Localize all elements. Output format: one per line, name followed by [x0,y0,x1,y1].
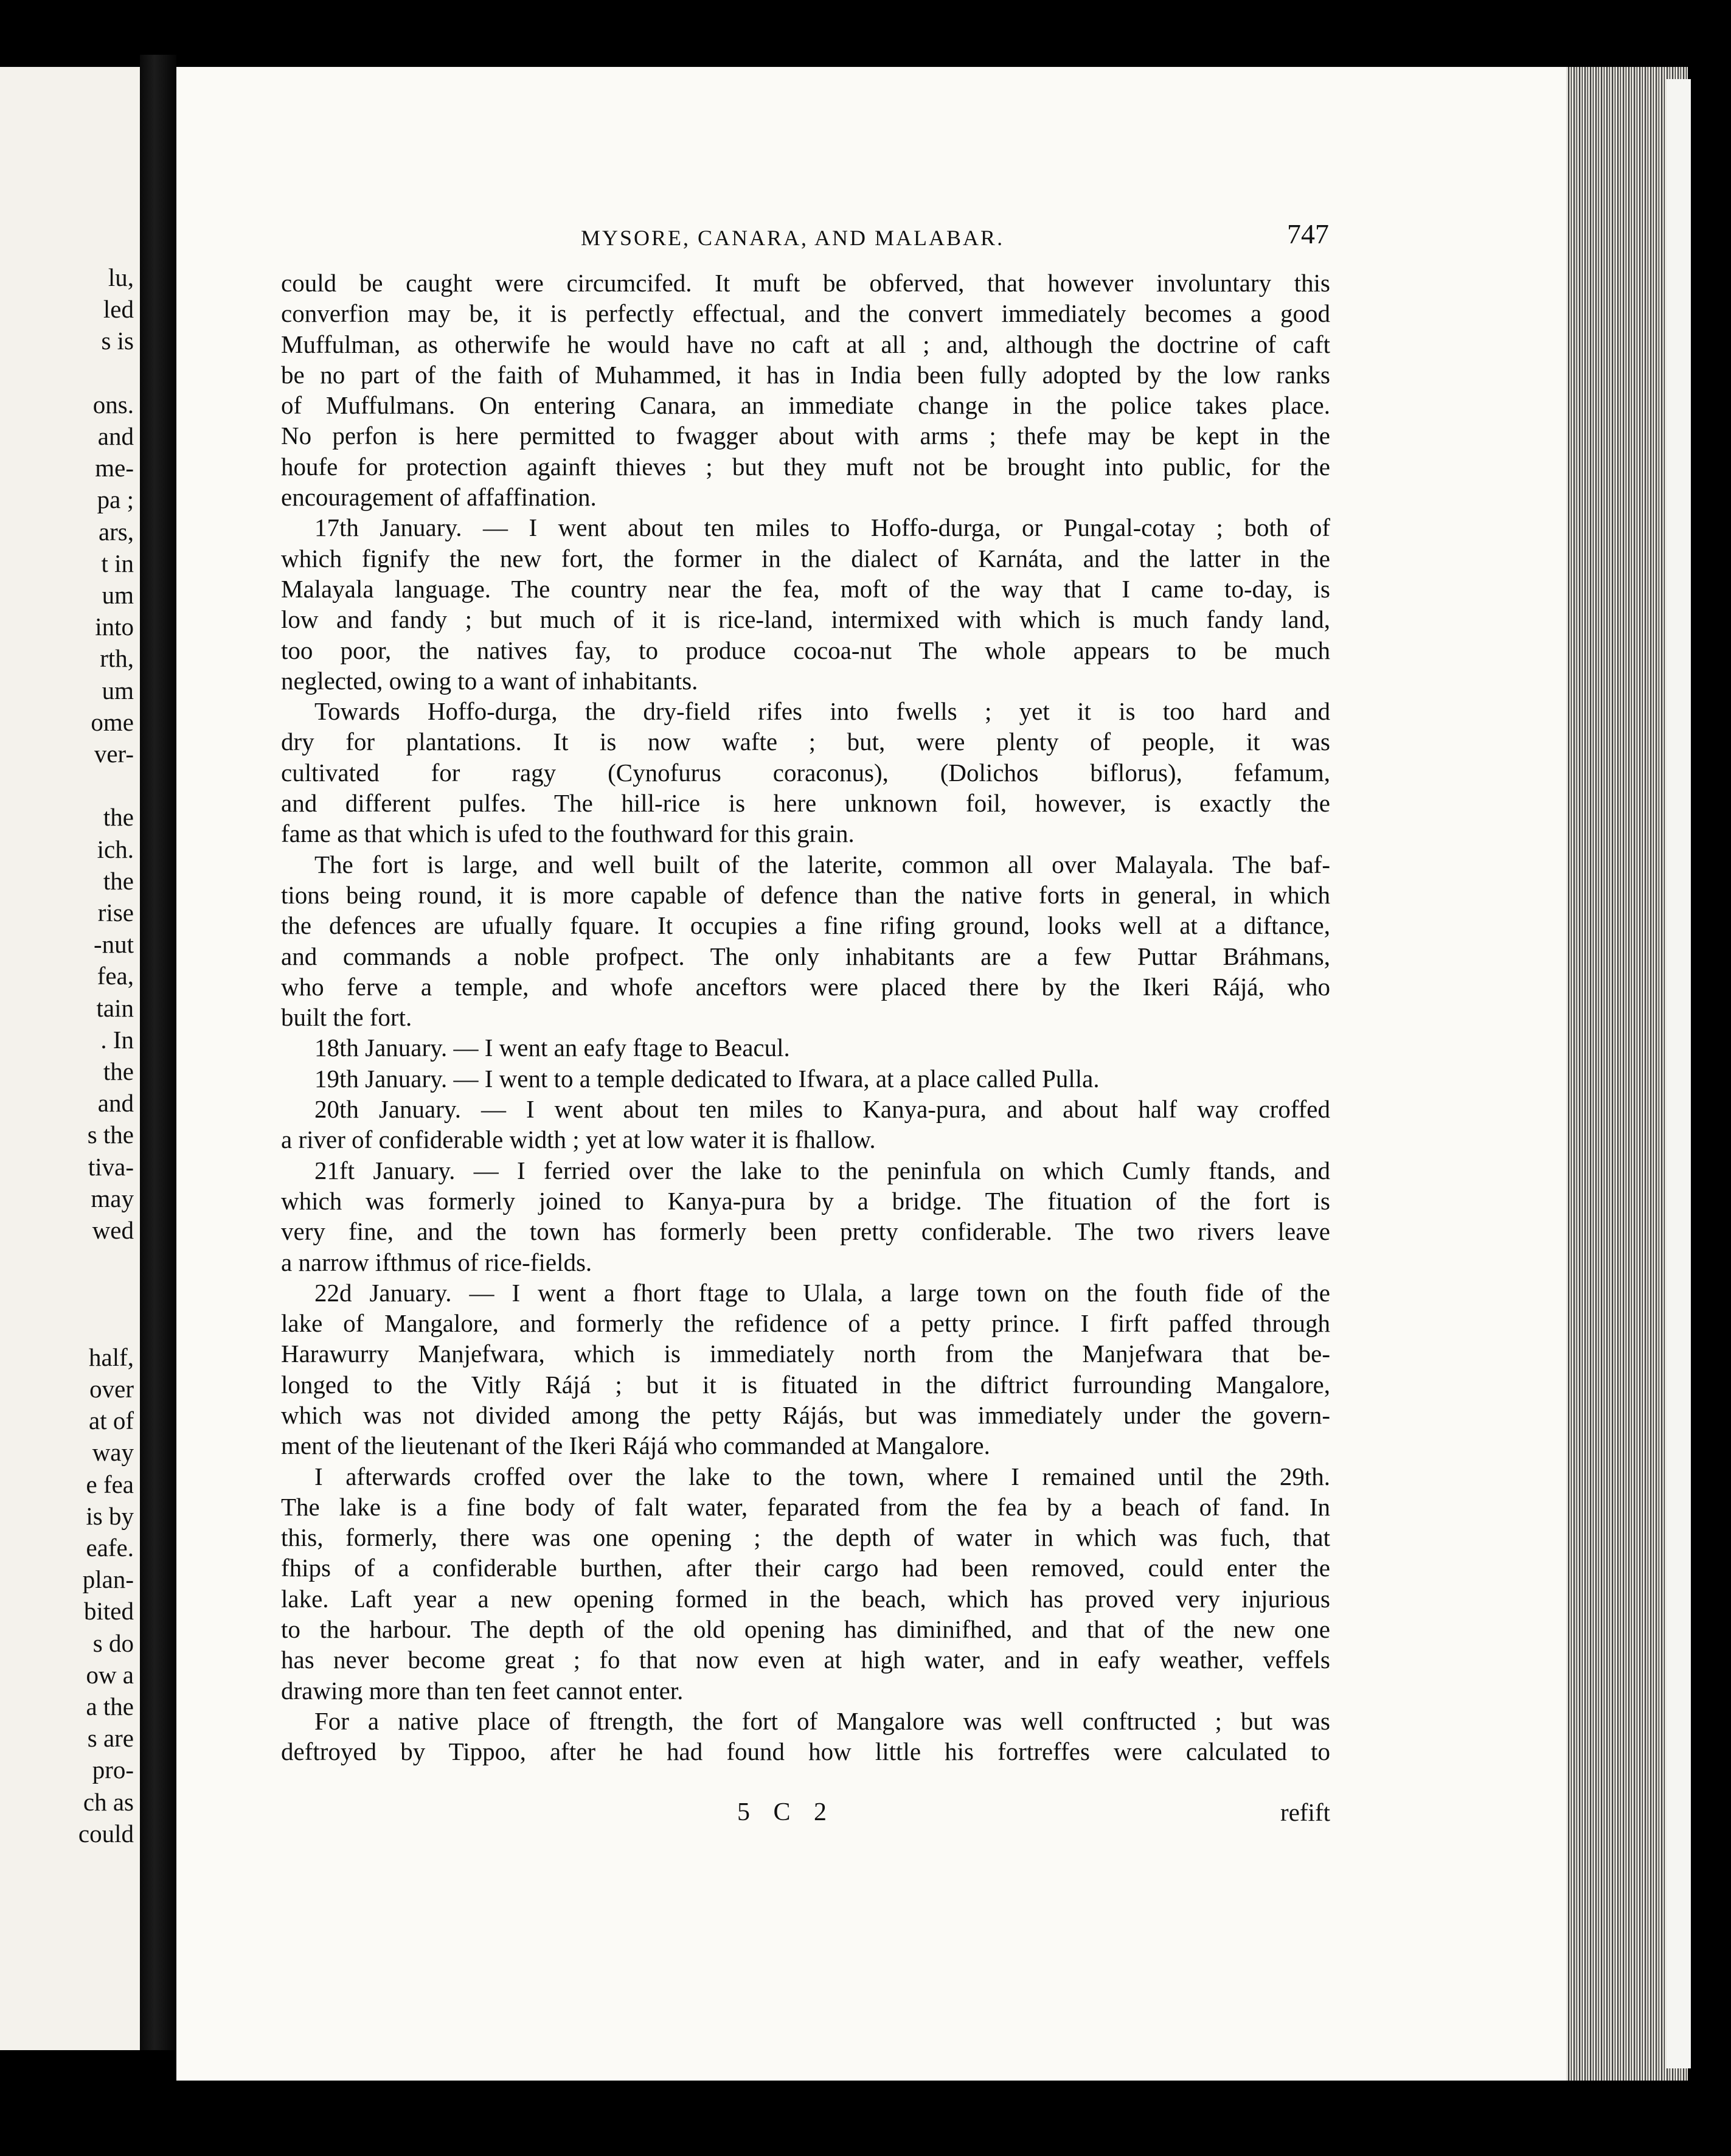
text-line: Malayala language. The country near the fea, moft of the way that I came to-day, is [281,574,1330,603]
text-line: drawing more than ten feet cannot enter. [281,1676,684,1705]
text-line: I afterwards croffed over the lake to the town, where I remained until the 29th. [314,1462,1330,1490]
facing-page-fragment: ome [91,708,134,736]
facing-page-fragment: into [95,613,134,641]
facing-page-fragment: over [89,1375,134,1403]
facing-page-fragment: plan- [82,1565,134,1594]
text-line: 20th January. — I went about ten miles to Kanya-pura, and about half way croffed [314,1095,1330,1124]
text-line: encouragement of affaffination. [281,483,597,512]
facing-page-fragment: the [103,803,134,832]
text-line: Towards Hoffo-durga, the dry-field rifes into fwells ; yet it is too hard and [314,697,1330,726]
text-line: 17th January. — I went about ten miles to Hoffo-durga, or Pungal-cotay ; both of [314,513,1330,542]
signature-mark: 5 C 2 [737,1798,836,1826]
text-line: and commands a noble profpect. The only inhabitants are a few Puttar Bráhmans, [281,942,1330,970]
text-line: lake of Mangalore, and formerly the refidence of a petty prince. I firft paffed through [281,1309,1330,1338]
page-number: 747 [1287,218,1329,249]
facing-page-fragment: um [102,676,134,704]
text-line: built the fort. [281,1003,412,1032]
text-line: too poor, the natives fay, to produce cocoa-nut The whole appears to be much [281,636,1330,664]
text-line: houfe for protection againft thieves ; but they muft not be brought into public, for the [281,452,1330,481]
text-line: 19th January. — I went to a temple dedicated to Ifwara, at a place called Pulla. [314,1064,1100,1093]
facing-page-fragment: rise [97,899,134,927]
text-line: could be caught were circumcifed. It muft be obferved, that however involuntary this [281,269,1330,297]
text-line: which was not divided among the petty Rájás, but was immediately under the govern- [281,1400,1330,1429]
text-line: deftroyed by Tippoo, after he had found how little his fortreffes were calculated to [281,1737,1330,1766]
facing-page-fragment: the [103,866,134,895]
facing-page-fragment: may [91,1184,134,1212]
facing-page-fragment: way [92,1438,134,1467]
text-line: lake. Laft year a new opening formed in the beach, which has proved very injurious [281,1584,1330,1613]
facing-page-fragment: led [103,295,134,324]
text-line: a narrow ifthmus of rice-fields. [281,1248,592,1276]
text-line: No perfon is here permitted to fwagger about with arms ; thefe may be kept in the [281,422,1330,450]
facing-page-fragment: wed [92,1216,134,1244]
facing-page-fragment: pro- [92,1756,134,1784]
facing-page-fragment: is by [86,1501,134,1530]
catchword: refift [1280,1798,1330,1826]
facing-page-fragment: and [97,422,134,450]
page-stack-highlight [1667,79,1691,2068]
text-line: tions being round, it is more capable of defence than the native forts in general, in which [281,880,1330,909]
facing-page-fragment: eafe. [86,1534,134,1562]
text-line: Muffulman, as otherwife he would have no caft at all ; and, although the doctrine of caft [281,330,1330,358]
facing-page-fragment: half, [89,1343,134,1371]
facing-page-fragment: . In [100,1025,134,1054]
text-line: and different pulfes. The hill-rice is here unknown foil, however, is exactly the [281,789,1330,818]
text-line: ment of the lieutenant of the Ikeri Rájá who commanded at Mangalore. [281,1431,990,1460]
facing-page-fragment: ow a [86,1660,134,1689]
text-line: has never become great ; fo that now even at high water, and in eafy weather, veffels [281,1646,1330,1674]
facing-page-fragment: ars, [98,517,134,546]
facing-page-fragment: e fea [86,1470,134,1498]
text-line: this, formerly, there was one opening ; the depth of water in which was fuch, that [281,1523,1330,1552]
facing-page-fragment: could [78,1819,134,1848]
facing-page-fragment: me- [95,454,134,482]
text-line: the defences are ufually fquare. It occupies a fine rifing ground, looks well at a diftance, [281,911,1330,940]
text-line: fame as that which is ufed to the fouthward for this grain. [281,819,855,848]
body-text [281,268,1330,1767]
text-line: dry for plantations. It is now wafte ; but, were plenty of people, it was [281,728,1330,756]
text-line: 22d January. — I went a fhort ftage to Ulala, a large town on the fouth fide of the [314,1278,1330,1307]
facing-page-fragment: s are [87,1724,134,1753]
facing-page-fragment: fea, [97,962,134,990]
text-line: which fignify the new fort, the former in the dialect of Karnáta, and the latter in the [281,544,1330,572]
text-line: converfion may be, it is perfectly effectual, and the convert immediately becomes a good [281,299,1330,328]
facing-page-fragment: tain [96,993,134,1022]
text-line: The fort is large, and well built of the laterite, common all over Malayala. The baf- [314,850,1330,878]
text-line: cultivated for ragy (Cynofurus coraconus), (Dolichos biflorus), fefamum, [281,758,1330,787]
facing-page-fragment: the [103,1057,134,1085]
text-line: For a native place of ftrength, the fort of Mangalore was well conftructed ; but was [314,1706,1330,1735]
facing-page-fragment: lu, [108,263,134,291]
facing-page-fragment: t in [101,549,134,577]
facing-page-fragment: ich. [97,835,134,863]
book-gutter [140,55,176,2050]
text-line: which was formerly joined to Kanya-pura by a bridge. The fituation of the fort is [281,1186,1330,1215]
text-line: very fine, and the town has formerly been pretty confiderable. The two rivers leave [281,1217,1330,1246]
text-line: a river of confiderable width ; yet at low water it is fhallow. [281,1125,876,1154]
facing-page-fragment: -nut [93,930,134,959]
facing-page-fragment: ch as [83,1787,134,1816]
facing-page-fragment: tiva- [88,1152,134,1181]
text-line: of Muffulmans. On entering Canara, an immediate change in the police takes place. [281,391,1330,420]
facing-page-fragment: bited [84,1597,134,1626]
facing-page-fragment: s do [92,1629,134,1657]
facing-page-fragment: s is [101,327,134,355]
text-line: to the harbour. The depth of the old opening has diminifhed, and that of the new one [281,1615,1330,1644]
text-line: who ferve a temple, and whofe anceftors were placed there by the Ikeri Rájá, who [281,972,1330,1001]
text-line: 18th January. — I went an eafy ftage to Beacul. [314,1034,790,1062]
facing-page-fragment: pa ; [97,485,134,514]
facing-page-fragment: at of [89,1407,134,1435]
text-line: 21ft January. — I ferried over the lake to the peninfula on which Cumly ftands, and [314,1156,1330,1184]
page-footer [281,1798,1330,1834]
page-header [283,218,1329,260]
facing-page-fragment: ver- [94,740,134,768]
facing-page-fragment: s the [87,1121,134,1149]
facing-page-edge [0,67,140,2050]
text-line: be no part of the faith of Muhammed, it has in India been fully adopted by the low ranks [281,360,1330,389]
facing-page-fragment: um [102,581,134,609]
text-line: longed to the Vitly Rájá ; but it is fituated in the diftrict furrounding Mangalore, [281,1370,1330,1399]
text-line: neglected, owing to a want of inhabitants. [281,666,698,695]
text-line: The lake is a fine body of falt water, feparated from the fea by a beach of fand. In [281,1492,1330,1521]
facing-page-fragment: a the [86,1692,134,1720]
facing-page-fragment: ons. [92,390,134,419]
facing-page-fragment: rth, [100,644,134,673]
facing-page-fragment: and [97,1089,134,1118]
text-line: low and fandy ; but much of it is rice-land, intermixed with which is much fandy land, [281,605,1330,634]
running-title: MYSORE, CANARA, AND MALABAR. [581,226,1005,250]
text-line: Harawurry Manjefwara, which is immediately north from the Manjefwara that be- [281,1340,1330,1368]
text-line: fhips of a confiderable burthen, after their cargo had been removed, could enter the [281,1554,1330,1582]
